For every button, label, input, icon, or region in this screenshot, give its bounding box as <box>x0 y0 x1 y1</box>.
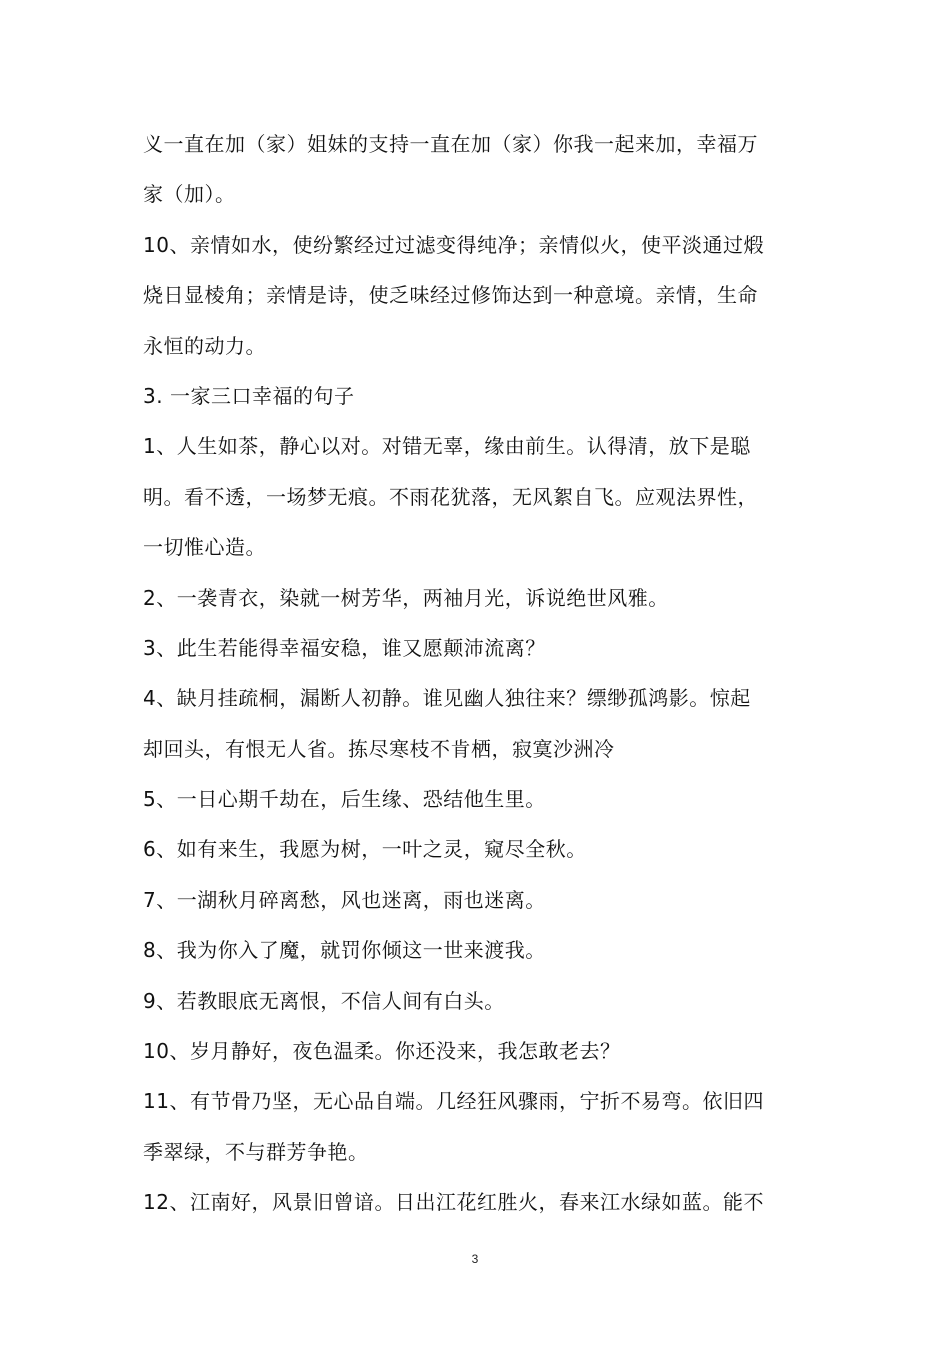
text-line: 义一直在加（家）姐妹的支持一直在加（家）你我一起来加，幸福万 <box>143 132 758 156</box>
text-line: 9、若教眼底无离恨，不信人间有白头。 <box>143 988 505 1013</box>
text-line: 却回头，有恨无人省。拣尽寒枝不肯栖，寂寞沙洲冷 <box>143 736 615 761</box>
text-line: 4、缺月挂疏桐，漏断人初静。谁见幽人独往来？缥缈孤鸿影。惊起 <box>143 686 751 711</box>
section-heading: 3. 一家三口幸福的句子 <box>143 383 355 408</box>
document-body <box>143 119 783 1228</box>
text-line: 6、如有来生，我愿为树，一叶之灵，窥尽全秋。 <box>143 837 587 862</box>
page-number: 3 <box>471 1252 479 1266</box>
text-line: 7、一湖秋月碎离愁，风也迷离，雨也迷离。 <box>143 887 546 912</box>
text-line: 永恒的动力。 <box>143 333 266 358</box>
text-line: 一切惟心造。 <box>143 535 266 560</box>
text-line: 11、有节骨乃坚，无心品自端。几经狂风骤雨，宁折不易弯。依旧四 <box>143 1089 764 1114</box>
text-line: 家（加）。 <box>143 182 236 207</box>
text-line: 3、此生若能得幸福安稳，谁又愿颠沛流离？ <box>143 635 546 660</box>
text-line: 季翠绿，不与群芳争艳。 <box>143 1139 369 1164</box>
text-line: 1、人生如茶，静心以对。对错无辜，缘由前生。认得清，放下是聪 <box>143 434 751 459</box>
text-line: 明。看不透，一场梦无痕。不雨花犹落，无风絮自飞。应观法界性， <box>143 484 758 509</box>
text-line: 5、一日心期千劫在，后生缘、恐结他生里。 <box>143 787 546 812</box>
text-line: 8、我为你入了魔，就罚你倾这一世来渡我。 <box>143 938 546 963</box>
text-line: 2、一袭青衣，染就一树芳华，两袖月光，诉说绝世风雅。 <box>143 585 669 610</box>
text-line: 10、岁月静好，夜色温柔。你还没来，我怎敢老去？ <box>143 1039 621 1064</box>
text-line: 烧日显棱角；亲情是诗，使乏味经过修饰达到一种意境。亲情，生命 <box>143 283 758 308</box>
text-line: 12、江南好，风景旧曾谙。日出江花红胜火，春来江水绿如蓝。能不 <box>143 1190 764 1215</box>
text-line: 10、亲情如水，使纷繁经过过滤变得纯净；亲情似火，使平淡通过煅 <box>143 232 764 257</box>
